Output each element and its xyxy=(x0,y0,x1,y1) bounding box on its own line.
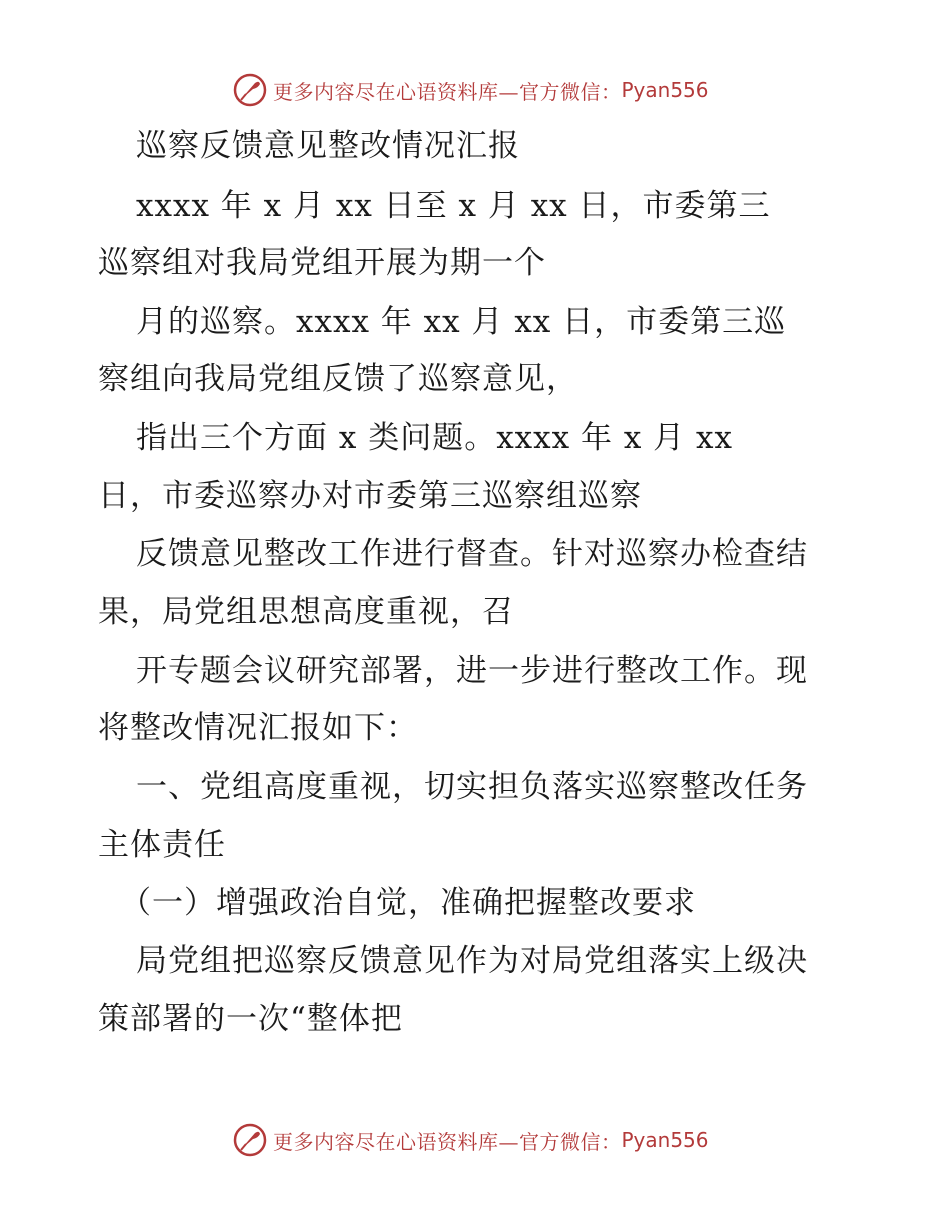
watermark-text: 更多内容尽在心语资料库—官方微信： xyxy=(273,79,622,104)
section-heading: 一、党组高度重视，切实担负落实巡察整改任务 xyxy=(136,769,808,805)
paragraph-line: 开专题会议研究部署，进一步进行整改工作。现 xyxy=(136,653,808,689)
header-watermark xyxy=(233,72,709,108)
paragraph-line: 反馈意见整改工作进行督查。针对巡察办检查结 xyxy=(136,536,808,572)
watermark-wechat-id: Pyan556 xyxy=(621,1128,709,1152)
watermark-wechat-id: Pyan556 xyxy=(621,78,709,102)
section-heading-continuation: 主体责任 xyxy=(98,827,226,863)
paragraph-line: 指出三个方面 x 类问题。xxxx 年 x 月 xx xyxy=(136,420,733,456)
footer-watermark xyxy=(233,1122,709,1158)
paragraph-line: 察组向我局党组反馈了巡察意见， xyxy=(98,361,578,397)
quill-logo-icon xyxy=(233,73,267,107)
subsection-heading: （一）增强政治自觉，准确把握整改要求 xyxy=(120,885,696,921)
document-title: 巡察反馈意见整改情况汇报 xyxy=(136,128,520,164)
paragraph-line: 巡察组对我局党组开展为期一个 xyxy=(98,245,546,281)
paragraph-line: 月的巡察。xxxx 年 xx 月 xx 日，市委第三巡 xyxy=(136,304,787,340)
paragraph-line: 局党组把巡察反馈意见作为对局党组落实上级决 xyxy=(136,943,808,979)
watermark-text: 更多内容尽在心语资料库—官方微信： xyxy=(273,1129,622,1154)
paragraph-line: 日，市委巡察办对市委第三巡察组巡察 xyxy=(98,478,642,514)
paragraph-line: 果，局党组思想高度重视，召 xyxy=(98,594,514,630)
paragraph-line: xxxx 年 x 月 xx 日至 x 月 xx 日，市委第三 xyxy=(136,188,771,224)
paragraph-line: 策部署的一次“整体把 xyxy=(98,1001,403,1037)
paragraph-line: 将整改情况汇报如下： xyxy=(98,710,418,746)
quill-logo-icon xyxy=(233,1123,267,1157)
